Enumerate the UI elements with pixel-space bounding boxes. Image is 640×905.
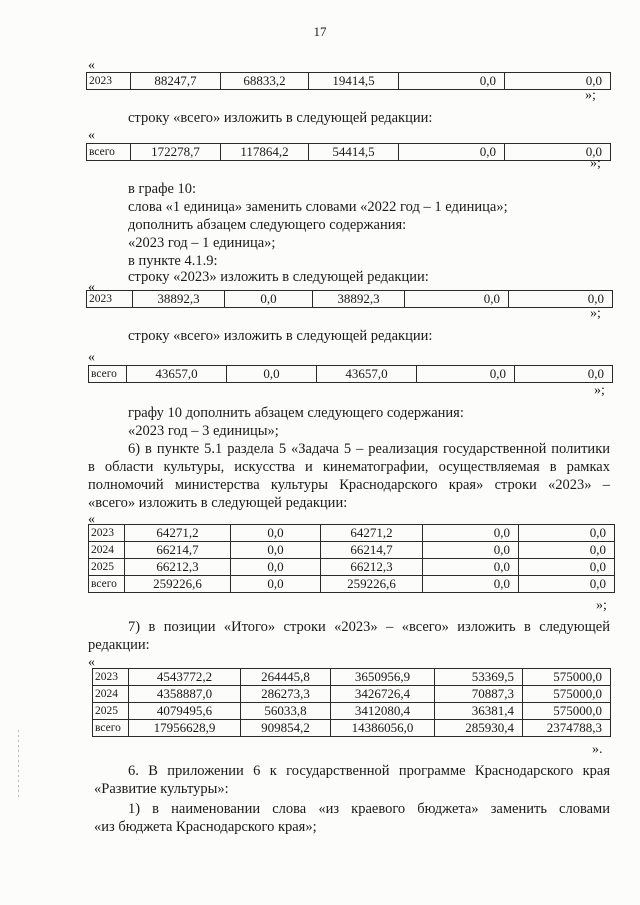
value-cell: 64271,2 bbox=[321, 525, 423, 542]
paragraph-replace: слова «1 единица» заменить словами «2022 год – 1 единица»; bbox=[128, 199, 508, 215]
row-label-cell: 2023 bbox=[89, 525, 125, 542]
table-row bbox=[87, 291, 613, 308]
value-cell: 575000,0 bbox=[523, 703, 611, 720]
value-cell: 264445,8 bbox=[241, 669, 331, 686]
value-cell: 66212,3 bbox=[321, 559, 423, 576]
value-cell: 117864,2 bbox=[221, 144, 309, 161]
value-cell: 68833,2 bbox=[221, 73, 309, 90]
row-label-cell: 2023 bbox=[93, 669, 129, 686]
table-row bbox=[93, 720, 611, 737]
paragraph-point-419: в пункте 4.1.9: bbox=[128, 253, 218, 269]
row-label-cell: 2023 bbox=[87, 73, 131, 90]
value-cell: 56033,8 bbox=[241, 703, 331, 720]
value-cell: 38892,3 bbox=[133, 291, 225, 308]
value-cell: 575000,0 bbox=[523, 686, 611, 703]
table-row bbox=[87, 144, 611, 161]
table-row bbox=[87, 73, 611, 90]
section-6-line2: «Развитие культуры»: bbox=[94, 781, 229, 797]
table-row bbox=[93, 669, 611, 686]
row-label-cell: 2024 bbox=[93, 686, 129, 703]
paragraph-7-line2: редакции: bbox=[88, 637, 150, 653]
paragraph-graph10-add: графу 10 дополнить абзацем следующего содержания: bbox=[128, 405, 464, 421]
value-cell: 0,0 bbox=[417, 366, 515, 383]
value-cell: 4079495,6 bbox=[129, 703, 241, 720]
table-row-2023-a bbox=[86, 72, 611, 90]
paragraph-row-2023: строку «2023» изложить в следующей редакции: bbox=[128, 269, 429, 285]
value-cell: 0,0 bbox=[231, 559, 321, 576]
table-row bbox=[89, 525, 615, 542]
quote-open-4: « bbox=[88, 350, 95, 365]
value-cell: 0,0 bbox=[515, 366, 613, 383]
value-cell: 172278,7 bbox=[131, 144, 221, 161]
value-cell: 0,0 bbox=[505, 144, 611, 161]
value-cell: 0,0 bbox=[227, 366, 317, 383]
value-cell: 575000,0 bbox=[523, 669, 611, 686]
value-cell: 0,0 bbox=[519, 576, 615, 593]
table-row-2023-b bbox=[86, 290, 613, 308]
value-cell: 17956628,9 bbox=[129, 720, 241, 737]
paragraph-6-line1: 6) в пункте 5.1 раздела 5 «Задача 5 – реализация государственной политики bbox=[128, 441, 610, 457]
value-cell: 88247,7 bbox=[131, 73, 221, 90]
table-row-total-b bbox=[88, 365, 613, 383]
value-cell: 0,0 bbox=[423, 576, 519, 593]
value-cell: 0,0 bbox=[423, 525, 519, 542]
table-row bbox=[93, 686, 611, 703]
paragraph-add: дополнить абзацем следующего содержания: bbox=[128, 217, 407, 233]
paragraph-total-2: строку «всего» изложить в следующей редакции: bbox=[128, 328, 433, 344]
value-cell: 43657,0 bbox=[317, 366, 417, 383]
quote-close-2: »; bbox=[590, 156, 601, 171]
quote-open-6: « bbox=[88, 655, 95, 670]
row-label-cell: 2025 bbox=[93, 703, 129, 720]
table-row bbox=[89, 366, 613, 383]
quote-close-5: »; bbox=[596, 598, 607, 613]
row-label-cell: всего bbox=[87, 144, 131, 161]
paragraph-6-line2: в области культуры, искусства и кинематографии, осуществляемая в рамках bbox=[88, 459, 610, 475]
quote-open-1: « bbox=[88, 58, 95, 73]
paragraph-6-line4: «всего» изложить в следующей редакции: bbox=[88, 495, 348, 511]
row-label-cell: 2023 bbox=[87, 291, 133, 308]
value-cell: 0,0 bbox=[505, 73, 611, 90]
value-cell: 285930,4 bbox=[435, 720, 523, 737]
value-cell: 3426726,4 bbox=[331, 686, 435, 703]
value-cell: 0,0 bbox=[231, 576, 321, 593]
value-cell: 0,0 bbox=[519, 542, 615, 559]
value-cell: 0,0 bbox=[399, 73, 505, 90]
value-cell: 66214,7 bbox=[321, 542, 423, 559]
value-cell: 0,0 bbox=[225, 291, 313, 308]
paragraph-7-line1: 7) в позиции «Итого» строки «2023» – «всего» изложить в следующей bbox=[128, 619, 610, 635]
value-cell: 286273,3 bbox=[241, 686, 331, 703]
quote-open-3: « bbox=[88, 280, 95, 295]
row-label-cell: всего bbox=[89, 366, 127, 383]
paragraph-2023-unit: «2023 год – 1 единица»; bbox=[128, 235, 276, 251]
value-cell: 4543772,2 bbox=[129, 669, 241, 686]
section-6-1-line2: «из бюджета Краснодарского края»; bbox=[94, 819, 317, 835]
value-cell: 0,0 bbox=[231, 542, 321, 559]
value-cell: 38892,3 bbox=[313, 291, 405, 308]
value-cell: 0,0 bbox=[509, 291, 613, 308]
value-cell: 0,0 bbox=[405, 291, 509, 308]
value-cell: 14386056,0 bbox=[331, 720, 435, 737]
paragraph-total-1: строку «всего» изложить в следующей редакции: bbox=[128, 110, 433, 126]
row-label-cell: всего bbox=[89, 576, 125, 593]
quote-open-5: « bbox=[88, 512, 95, 527]
quote-close-4: »; bbox=[594, 383, 605, 398]
row-label-cell: 2024 bbox=[89, 542, 125, 559]
value-cell: 0,0 bbox=[519, 525, 615, 542]
table-row-total-a bbox=[86, 143, 611, 161]
value-cell: 54414,5 bbox=[309, 144, 399, 161]
value-cell: 259226,6 bbox=[321, 576, 423, 593]
value-cell: 3650956,9 bbox=[331, 669, 435, 686]
paragraph-2023-3units: «2023 год – 3 единицы»; bbox=[128, 423, 279, 439]
table-row bbox=[93, 703, 611, 720]
value-cell: 0,0 bbox=[231, 525, 321, 542]
value-cell: 0,0 bbox=[519, 559, 615, 576]
quote-close-1: »; bbox=[585, 88, 596, 103]
value-cell: 0,0 bbox=[423, 559, 519, 576]
value-cell: 36381,4 bbox=[435, 703, 523, 720]
page-number: 17 bbox=[313, 24, 327, 39]
value-cell: 909854,2 bbox=[241, 720, 331, 737]
value-cell: 66212,3 bbox=[125, 559, 231, 576]
value-cell: 4358887,0 bbox=[129, 686, 241, 703]
row-label-cell: всего bbox=[93, 720, 129, 737]
table-row bbox=[89, 576, 615, 593]
value-cell: 66214,7 bbox=[125, 542, 231, 559]
table-row bbox=[89, 559, 615, 576]
value-cell: 0,0 bbox=[399, 144, 505, 161]
value-cell: 53369,5 bbox=[435, 669, 523, 686]
paragraph-6-line3: полномочий министерства культуры Краснодарского края» строки «2023» – bbox=[88, 477, 610, 493]
quote-close-3: »; bbox=[590, 306, 601, 321]
value-cell: 64271,2 bbox=[125, 525, 231, 542]
value-cell: 259226,6 bbox=[125, 576, 231, 593]
value-cell: 0,0 bbox=[423, 542, 519, 559]
section-6-line1: 6. В приложении 6 к государственной программе Краснодарского края bbox=[128, 763, 610, 779]
table-section-5 bbox=[88, 524, 615, 593]
value-cell: 3412080,4 bbox=[331, 703, 435, 720]
row-label-cell: 2025 bbox=[89, 559, 125, 576]
quote-open-2: « bbox=[88, 128, 95, 143]
value-cell: 19414,5 bbox=[309, 73, 399, 90]
value-cell: 43657,0 bbox=[127, 366, 227, 383]
value-cell: 2374788,3 bbox=[523, 720, 611, 737]
section-6-1-line1: 1) в наименовании слова «из краевого бюджета» заменить словами bbox=[128, 801, 610, 817]
value-cell: 70887,3 bbox=[435, 686, 523, 703]
paragraph-graph10: в графе 10: bbox=[128, 181, 197, 197]
scan-artifact bbox=[18, 730, 19, 800]
table-row bbox=[89, 542, 615, 559]
table-itogo bbox=[92, 668, 611, 737]
quote-close-6: ». bbox=[592, 742, 603, 757]
